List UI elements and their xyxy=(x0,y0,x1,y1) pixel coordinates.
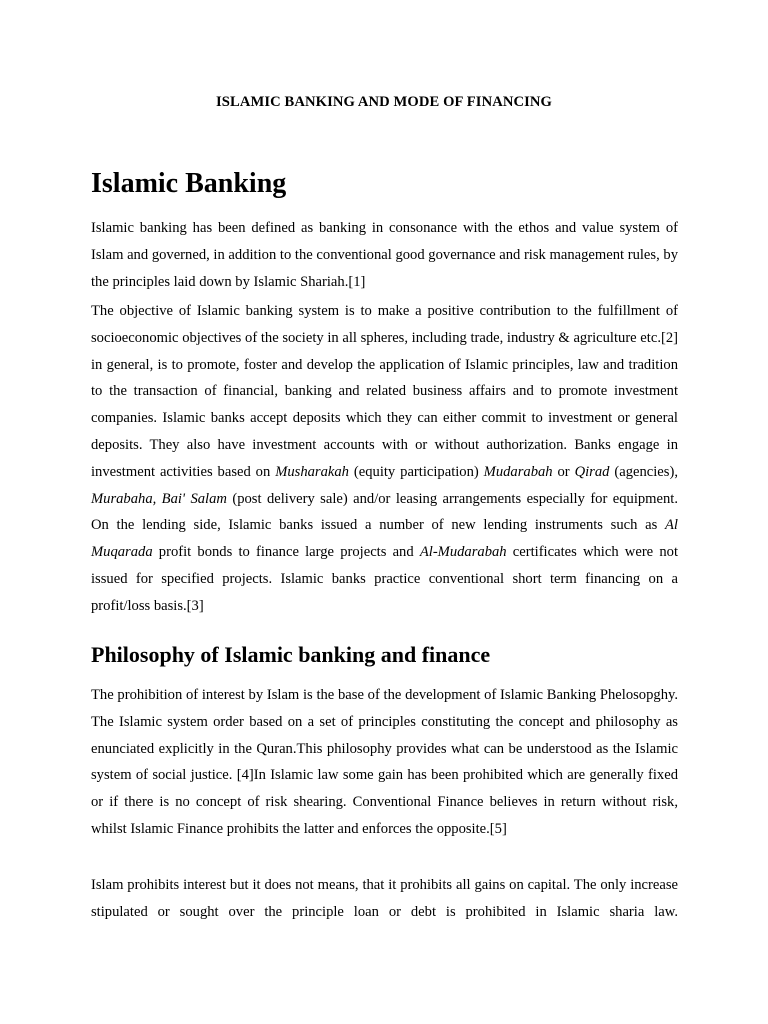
term-murabaha-bai-salam: Murabaha, Bai' Salam xyxy=(91,490,227,507)
paragraph-objective-text-b: (equity participation) xyxy=(348,463,484,480)
paragraph-interest-prohibition: Islam prohibits interest but it does not means, that it prohibits all gains on capital. The only increase stipulated or sought over the principle loan or debt is prohibited in Islamic sharia law. xyxy=(91,877,678,920)
paragraph-objective-text-d: (agencies), xyxy=(609,463,678,480)
term-al-muqarada: Al Muqarada xyxy=(91,517,678,561)
paragraph-objective-text-c: or xyxy=(552,463,575,480)
paragraph-objective-text-f: profit bonds to finance large projects and xyxy=(152,544,420,561)
paragraph-philosophy: The prohibition of interest by Islam is the base of the development of Islamic Banking Phelosopghy. The Islamic system order based on a set of principles constituting the concept and philosophy as enunciated explicitly in the Quran.This philosophy provides what can be understood as the Islamic system of social justice. [4]In Islamic law some gain has been prohibited which are generally fixed or if there is no concept of risk shearing. Conventional Finance believes in return without risk, whilst Islamic Finance prohibits the latter and enforces the opposite.[5] xyxy=(91,687,678,837)
term-al-mudarabah: Al-Mudarabah xyxy=(419,544,507,561)
paragraph-objective-text-e: (post delivery sale) and/or leasing arrangements especially for equipment. On the lending side, Islamic banks issued a number of new lending instruments such as xyxy=(91,490,678,534)
paragraph-objective xyxy=(91,298,678,620)
term-musharakah: Musharakah xyxy=(275,463,349,480)
section-heading-philosophy: Philosophy of Islamic banking and finance xyxy=(91,642,491,667)
document-title: ISLAMIC BANKING AND MODE OF FINANCING xyxy=(216,94,552,110)
term-qirad: Qirad xyxy=(574,463,610,480)
section-heading-islamic-banking: Islamic Banking xyxy=(91,168,287,199)
term-mudarabah: Mudarabah xyxy=(483,463,553,480)
paragraph-objective-text-g: certificates which were not issued for specified projects. Islamic banks practice conventional short term financing on a profit/loss basis.[3] xyxy=(91,544,678,614)
paragraph-objective-text-a: The objective of Islamic banking system is to make a positive contribution to the fulfillment of socioeconomic objectives of the society in all spheres, including trade, industry & agriculture etc.[2] in general, is to promote, foster and develop the application of Islamic principles, law and tradition to the transaction of financial, banking and related business affairs and to promote investment companies. Islamic banks accept deposits which they can either commit to investment or general deposits. They also have investment accounts with or without authorization. Banks engage in investment activities based on xyxy=(91,303,678,480)
paragraph-definition: Islamic banking has been defined as banking in consonance with the ethos and value system of Islam and governed, in addition to the conventional good governance and risk management rules, by the principles laid down by Islamic Shariah.[1] xyxy=(91,220,678,290)
